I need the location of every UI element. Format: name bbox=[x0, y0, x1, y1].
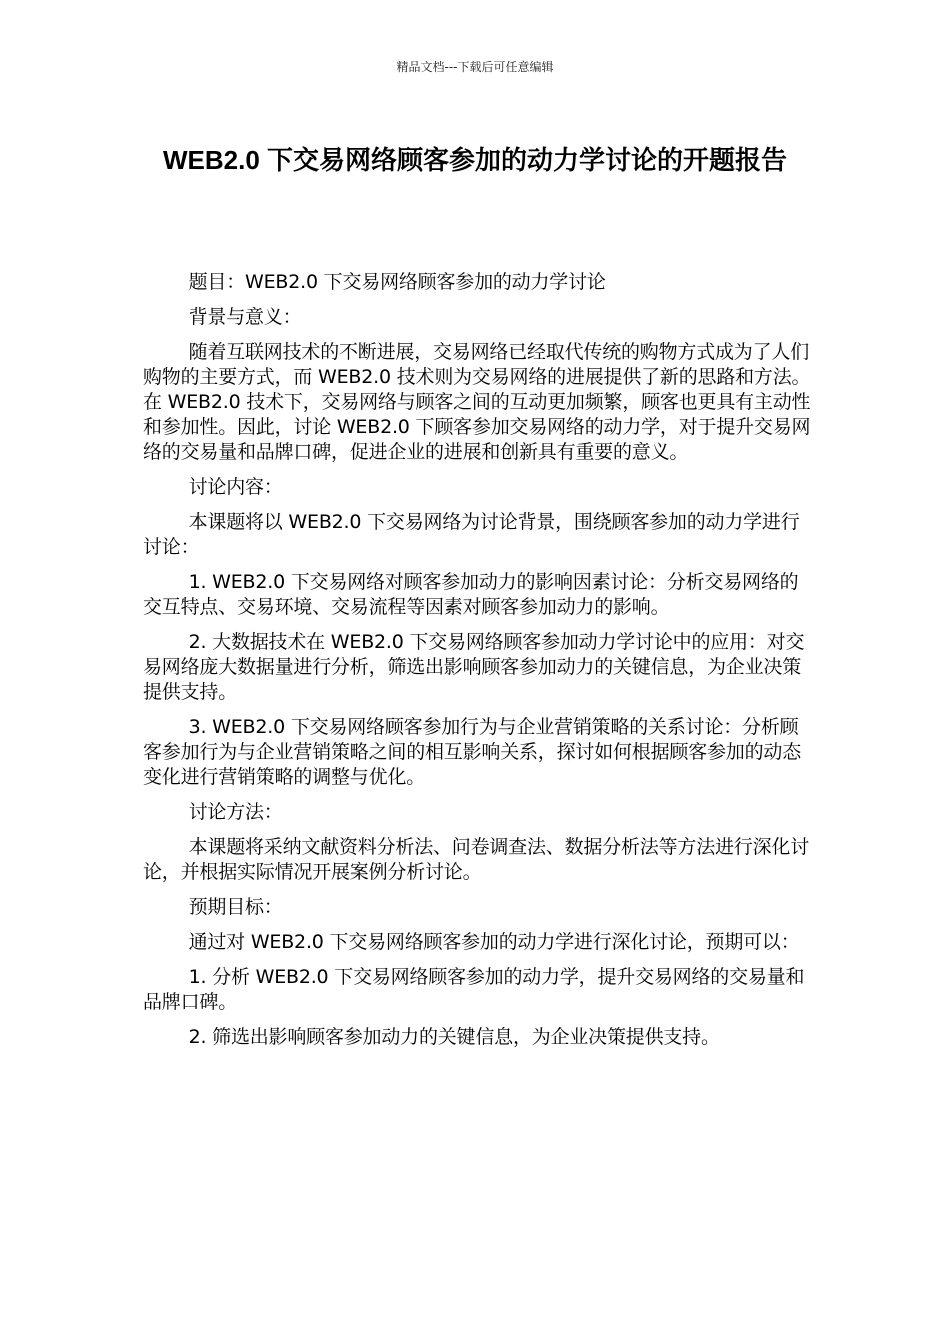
paragraph-content-intro: 本课题将以 WEB2.0 下交易网络为讨论背景，围绕顾客参加的动力学进行讨论： bbox=[143, 511, 800, 558]
paragraph-background: 随着互联网技术的不断进展，交易网络已经取代传统的购物方式成为了人们购物的主要方式，而 WEB2.0 技术则为交易网络的进展提供了新的思路和方法。在 WEB2.0 技术下，交易网络与顾客之间的互动更加频繁，顾客也更具有主动性和参加性。因此，讨论 WEB2.0 下顾客参加交易网络的动力学，对于提升交易网络的交易量和品牌口碑，促进企业的进展和创新具有重要的意义。 bbox=[143, 341, 811, 463]
page-header: 精品文档---下载后可任意编辑 bbox=[396, 60, 554, 74]
section-heading-goals: 预期目标： bbox=[188, 896, 283, 918]
paragraph-method: 本课题将采纳文献资料分析法、问卷调查法、数据分析法等方法进行深化讨论，并根据实际情况开展案例分析讨论。 bbox=[143, 836, 809, 883]
section-heading-background: 背景与意义： bbox=[188, 306, 302, 328]
paragraph-topic: 题目：WEB2.0 下交易网络顾客参加的动力学讨论 bbox=[188, 271, 606, 293]
list-item: 2. 筛选出影响顾客参加动力的关键信息，为企业决策提供支持。 bbox=[188, 1026, 720, 1048]
paragraph-goals-intro: 通过对 WEB2.0 下交易网络顾客参加的动力学进行深化讨论，预期可以： bbox=[188, 931, 800, 953]
section-heading-content: 讨论内容： bbox=[188, 476, 283, 498]
list-item: 3. WEB2.0 下交易网络顾客参加行为与企业营销策略的关系讨论：分析顾客参加行为与企业营销策略之间的相互影响关系，探讨如何根据顾客参加的动态变化进行营销策略的调整与优化。 bbox=[143, 716, 802, 788]
section-heading-method: 讨论方法： bbox=[188, 801, 283, 823]
document-title: WEB2.0 下交易网络顾客参加的动力学讨论的开题报告 bbox=[162, 145, 788, 175]
list-item: 1. 分析 WEB2.0 下交易网络顾客参加的动力学，提升交易网络的交易量和品牌口碑。 bbox=[143, 966, 805, 1013]
list-item: 2. 大数据技术在 WEB2.0 下交易网络顾客参加动力学讨论中的应用：对交易网络庞大数据量进行分析，筛选出影响顾客参加动力的关键信息，为企业决策提供支持。 bbox=[143, 631, 805, 703]
list-item: 1. WEB2.0 下交易网络对顾客参加动力的影响因素讨论：分析交易网络的交互特点、交易环境、交易流程等因素对顾客参加动力的影响。 bbox=[143, 571, 799, 618]
document-body bbox=[143, 270, 811, 1060]
